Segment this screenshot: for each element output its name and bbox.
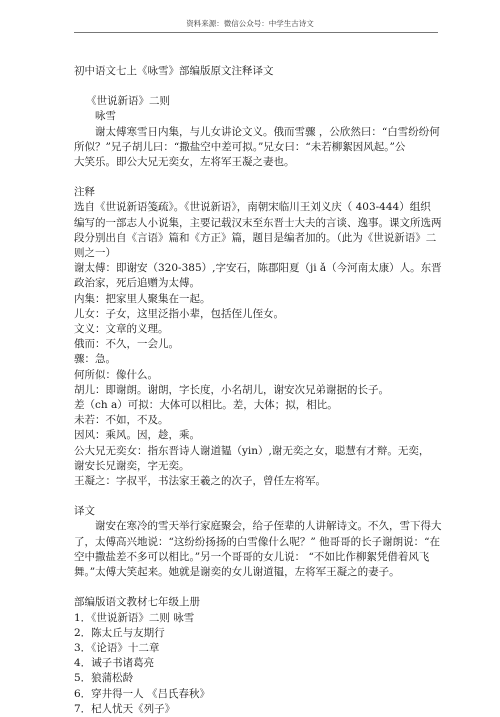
note-line: 王凝之：字叔平，书法家王羲之的次子，曾任左将军。 bbox=[74, 475, 326, 488]
translation-line: 谢安在寒冷的雪天举行家庭聚会，给子侄辈的人讲解诗文。不久，雪下得大 bbox=[95, 520, 442, 533]
note-line: 儿女：子女，这里泛指小辈，包括侄儿侄女。 bbox=[74, 307, 284, 320]
note-line: 谢安长兄谢奕，字无奕。 bbox=[74, 459, 190, 472]
original-text-line: 大笑乐。即公大兄无奕女，左将军王凝之妻也。 bbox=[74, 156, 295, 169]
spacer bbox=[74, 580, 428, 595]
document-body bbox=[74, 64, 442, 717]
toc-item: 6．穿井得一人 《吕氏春秋》 bbox=[74, 687, 211, 700]
note-line: 选自《世说新语笺疏》。《世说新语》，南朝宋临川王刘义庆（ 403-444）组织 bbox=[74, 201, 431, 214]
original-text-line: 谢太傅寒雪日内集，与儿女讲论文义。俄而雪骤 ，公欣然曰：“白雪纷纷何 bbox=[95, 125, 440, 138]
note-line: 段分别出自《言语》篇和《方正》篇，题目是编者加的。（此为《世说新语》二 bbox=[74, 231, 437, 244]
note-line: 胡儿：即谢朗。谢朗，字长度，小名胡儿，谢安次兄弟谢据的长子。 bbox=[74, 383, 389, 396]
toc-item: 4．诫子书诸葛亮 bbox=[74, 657, 155, 670]
note-line: 俄而：不久，一会儿。 bbox=[74, 338, 179, 351]
note-line: 因风：乘风。因，趁，乘。 bbox=[74, 429, 200, 442]
note-line: 谢太傅：即谢安（320-385）,字安石，陈郡阳夏（ji ǎ（今河南太康）人。东晋 bbox=[74, 262, 442, 275]
translation-heading: 译文 bbox=[74, 505, 95, 518]
poem-title: 咏雪 bbox=[95, 110, 116, 123]
spacer bbox=[74, 79, 428, 94]
note-line: 骤：急。 bbox=[74, 353, 116, 366]
document-title: 初中语文七上《咏雪》部编版原文注释译文 bbox=[74, 65, 274, 77]
translation-line: 舞。”太傅大笑起来。她就是谢奕的女儿谢道韫，左将军王凝之的妻子。 bbox=[74, 566, 400, 579]
section-book-title: 《世说新语》二则 bbox=[86, 95, 170, 108]
note-line: 编写的一部志人小说集，主要记载汉末至东晋士大夫的言谈、逸事。课文所选两 bbox=[74, 216, 442, 229]
header-divider bbox=[74, 32, 438, 33]
note-line: 何所似：像什么。 bbox=[74, 368, 158, 381]
translation-line: 空中撒盐差不多可以相比。”另一个哥哥的女儿说： “不如比作柳絮凭借着风飞 bbox=[74, 550, 430, 563]
toc-item: 1．《世说新语》二则 咏雪 bbox=[74, 611, 195, 624]
toc-item: 5．狼蒲松龄 bbox=[74, 672, 134, 685]
notes-heading: 注释 bbox=[74, 186, 95, 199]
translation-line: 了，太傅高兴地说：“这纷纷扬扬的白雪像什么呢？” 他哥哥的长子谢朗说：“在 bbox=[74, 535, 440, 548]
note-line: 文义：文章的义理。 bbox=[74, 323, 169, 336]
note-line: 则之一） bbox=[74, 247, 116, 260]
note-line: 政治家，死后追赠为太傅。 bbox=[74, 277, 200, 290]
note-line: 内集：把家里人聚集在一起。 bbox=[74, 292, 211, 305]
note-line: 未若：不如，不及。 bbox=[74, 414, 169, 427]
note-line: 差（ch a）可拟：大体可以相比。差，大体；拟，相比。 bbox=[74, 399, 338, 412]
original-text-line: 所似？”兄子胡儿曰：“撒盐空中差可拟。”兄女曰：“未若柳絮因风起。”公 bbox=[74, 140, 406, 153]
spacer bbox=[74, 170, 428, 185]
toc-item: 2．陈太丘与友期行 bbox=[74, 626, 165, 639]
toc-heading: 部编版语文教材七年级上册 bbox=[74, 596, 200, 609]
spacer bbox=[74, 489, 428, 504]
toc-item: 7．杞人忧天《列子》 bbox=[74, 702, 176, 715]
note-line: 公大兄无奕女：指东晋诗人谢道韫（yin）,谢无奕之女，聪慧有才辩。无奕， bbox=[74, 444, 430, 457]
toc-item: 3．《论语》十二章 bbox=[74, 641, 160, 654]
page-header-source: 资料来源：微信公众号：中学生古诗文 bbox=[186, 19, 314, 28]
